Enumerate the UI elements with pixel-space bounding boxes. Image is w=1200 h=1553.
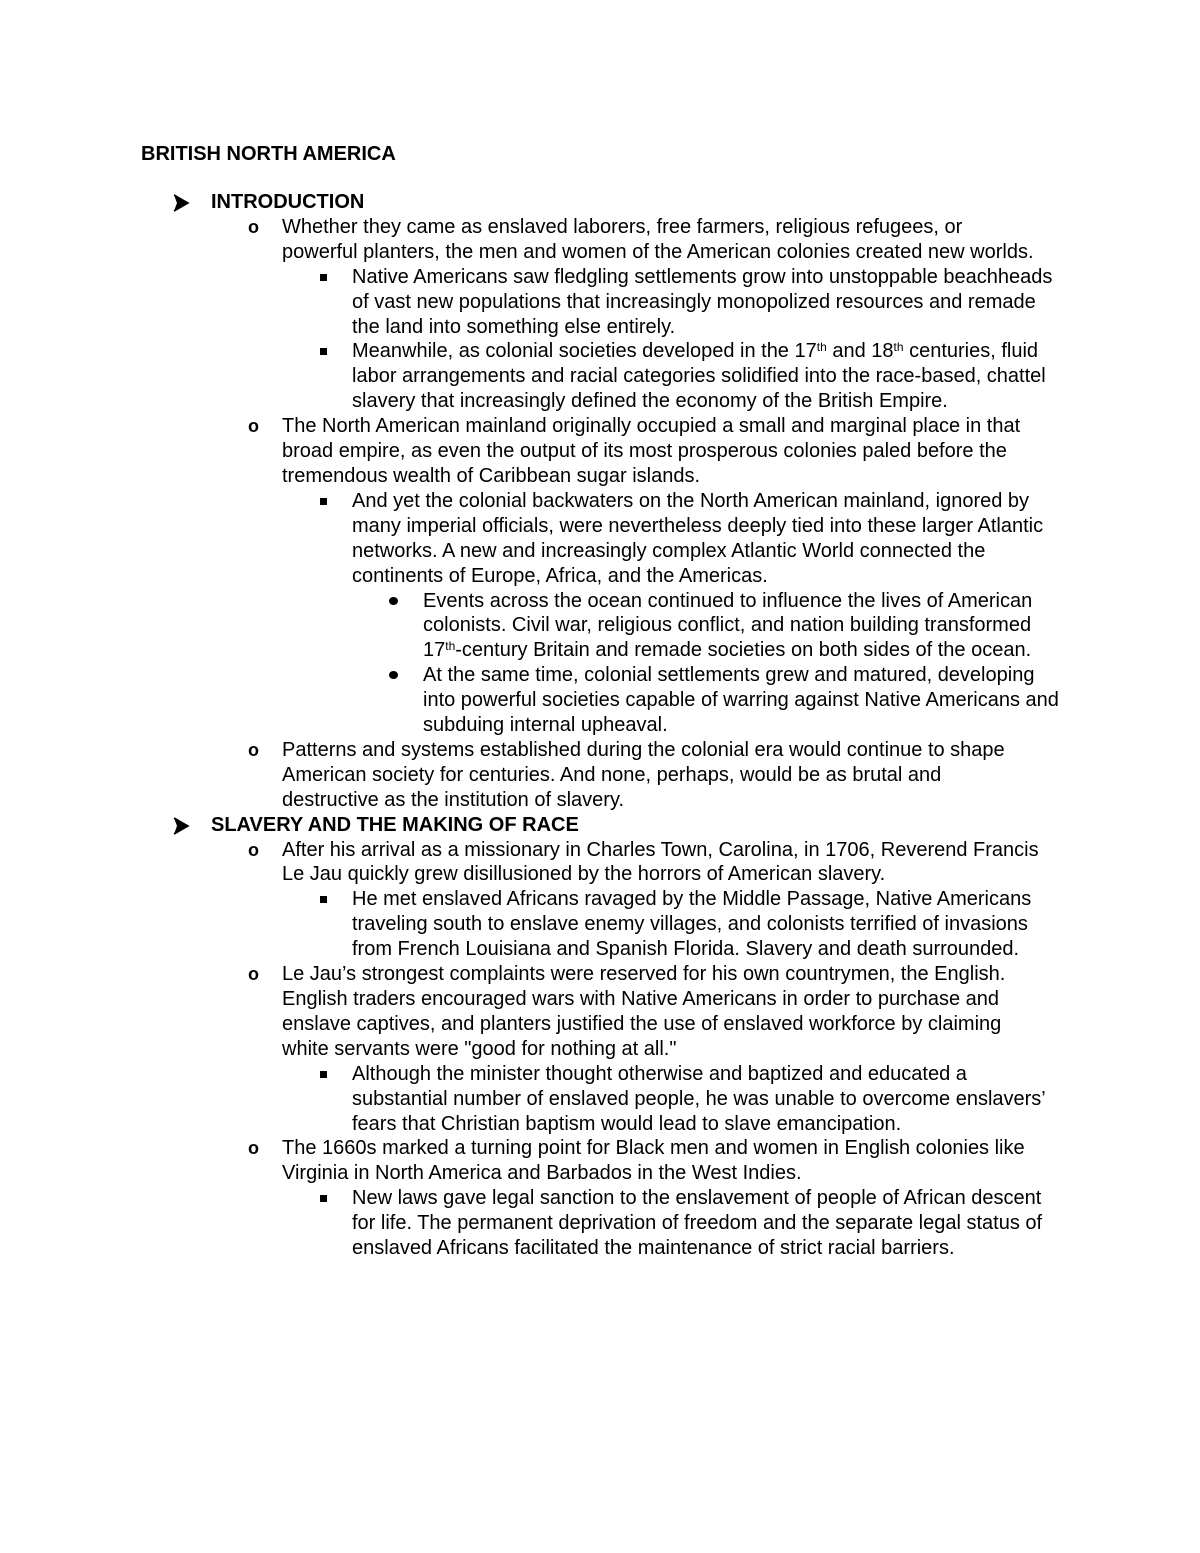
outline-item-text: And yet the colonial backwaters on the North American mainland, ignored by many imperial officials, were nevertheless deeply tied into these larger Atlantic networks. A new and increasingly complex Atlantic World connected the continents of Europe, Africa, and the Americas. bbox=[352, 489, 1044, 587]
text-run: and 18 bbox=[826, 340, 894, 363]
outline-item-text: New laws gave legal sanction to the enslavement of people of African descent for life. The permanent deprivation of freedom and the separate legal status of enslaved Africans facilitated the maintenance of strict racial barriers. bbox=[352, 1187, 1043, 1260]
section-heading bbox=[0, 813, 1200, 838]
outline-item-level-2 bbox=[0, 339, 1062, 414]
circle-bullet-icon: o bbox=[248, 216, 259, 237]
outline-item-level-2 bbox=[0, 1186, 1062, 1261]
outline-item-level-1 bbox=[0, 414, 1042, 489]
outline-item-level-2 bbox=[0, 489, 1062, 589]
circle-bullet-icon: o bbox=[248, 1138, 259, 1159]
dot-bullet-icon bbox=[389, 671, 398, 679]
outline-item-text: INTRODUCTION bbox=[211, 191, 365, 213]
outline-item-text: The North American mainland originally occupied a small and marginal place in that broad empire, as even the output of its most prosperous colonies paled before the tremendous wealth of Caribbean sugar islands. bbox=[282, 415, 1021, 487]
outline-item-level-1 bbox=[0, 962, 1042, 1062]
outline-item-level-2 bbox=[0, 1062, 1062, 1137]
outline-item-text: After his arrival as a missionary in Charles Town, Carolina, in 1706, Reverend Francis Le Jau quickly grew disillusioned by the horrors of American slavery. bbox=[282, 838, 1039, 886]
section-heading bbox=[0, 190, 1200, 215]
square-bullet-icon bbox=[320, 274, 327, 281]
outline-item-text: Although the minister thought otherwise and baptized and educated a substantial number of enslaved people, he was unable to overcome enslavers’ fears that Christian baptism would lead to slave emancipation. bbox=[352, 1062, 1046, 1135]
square-bullet-icon bbox=[320, 1195, 327, 1202]
outline-item-text: Le Jau’s strongest complaints were reserved for his own countrymen, the English. English traders encouraged wars with Native Americans in order to purchase and enslave captives, and planters justified the use of enslaved workforce by claiming white servants were "good for nothing at all." bbox=[282, 963, 1006, 1060]
circle-bullet-icon: o bbox=[248, 964, 259, 985]
outline-item-level-1 bbox=[0, 1136, 1042, 1186]
text-run: Meanwhile, as colonial societies developed in the 17 bbox=[352, 340, 817, 363]
square-bullet-icon bbox=[320, 1071, 327, 1078]
outline-item-level-3 bbox=[0, 589, 1063, 664]
outline-item-text: Whether they came as enslaved laborers, free farmers, religious refugees, or powerful planters, the men and women of the American colonies created new worlds. bbox=[282, 215, 1034, 263]
outline-item-text: He met enslaved Africans ravaged by the Middle Passage, Native Americans traveling south to enslave enemy villages, and colonists terrified of invasions from French Louisiana and Spanish Florida. Slavery and death surrounded. bbox=[352, 888, 1032, 961]
arrow-bullet-icon bbox=[172, 817, 190, 835]
arrow-bullet-icon bbox=[172, 194, 190, 212]
circle-bullet-icon: o bbox=[248, 839, 259, 860]
outline-item-level-1 bbox=[0, 738, 1042, 813]
circle-bullet-icon: o bbox=[248, 739, 259, 760]
outline-item-level-3 bbox=[0, 663, 1063, 738]
outline-item-text: Patterns and systems established during the colonial era would continue to shape American society for centuries. And none, perhaps, would be as brutal and destructive as the institution of slavery. bbox=[282, 738, 1005, 811]
outline-item-text bbox=[423, 590, 1032, 662]
text-run: Events across the ocean continued to influence the lives of American colonists. Civil war, religious conflict, and nation building transformed 17 bbox=[423, 589, 1033, 662]
ordinal-suffix: th bbox=[893, 340, 904, 355]
ordinal-suffix: th bbox=[816, 340, 827, 355]
outline-item-text: SLAVERY AND THE MAKING OF RACE bbox=[211, 813, 579, 836]
square-bullet-icon bbox=[320, 896, 327, 903]
outline-item-level-1 bbox=[0, 215, 1042, 265]
circle-bullet-icon: o bbox=[248, 416, 259, 437]
ordinal-suffix: th bbox=[445, 639, 456, 654]
outline-item-level-1 bbox=[0, 838, 1042, 888]
text-run: -century Britain and remade societies on both sides of the ocean. bbox=[455, 639, 1032, 662]
outline-item-level-2 bbox=[0, 887, 1062, 962]
square-bullet-icon bbox=[320, 498, 327, 505]
square-bullet-icon bbox=[320, 348, 327, 355]
text-run: centuries, fluid labor arrangements and racial categories solidified into the race-based, chattel slavery that increasingly defined the economy of the British Empire. bbox=[352, 340, 1046, 413]
document-title: BRITISH NORTH AMERICA bbox=[141, 143, 396, 165]
outline-item-text bbox=[352, 340, 1046, 412]
outline-item-text: At the same time, colonial settlements grew and matured, developing into powerful societies capable of warring against Native Americans and subduing internal upheaval. bbox=[423, 664, 1059, 737]
dot-bullet-icon bbox=[389, 597, 398, 605]
outline-item-level-2 bbox=[0, 265, 1062, 340]
outline-item-text: The 1660s marked a turning point for Black men and women in English colonies like Virginia in North America and Barbados in the West Indies. bbox=[282, 1137, 1025, 1185]
outline-item-text: Native Americans saw fledgling settlements grow into unstoppable beachheads of vast new populations that increasingly monopolized resources and remade the land into something else entirely. bbox=[352, 265, 1053, 338]
document-outline bbox=[0, 190, 1200, 1261]
